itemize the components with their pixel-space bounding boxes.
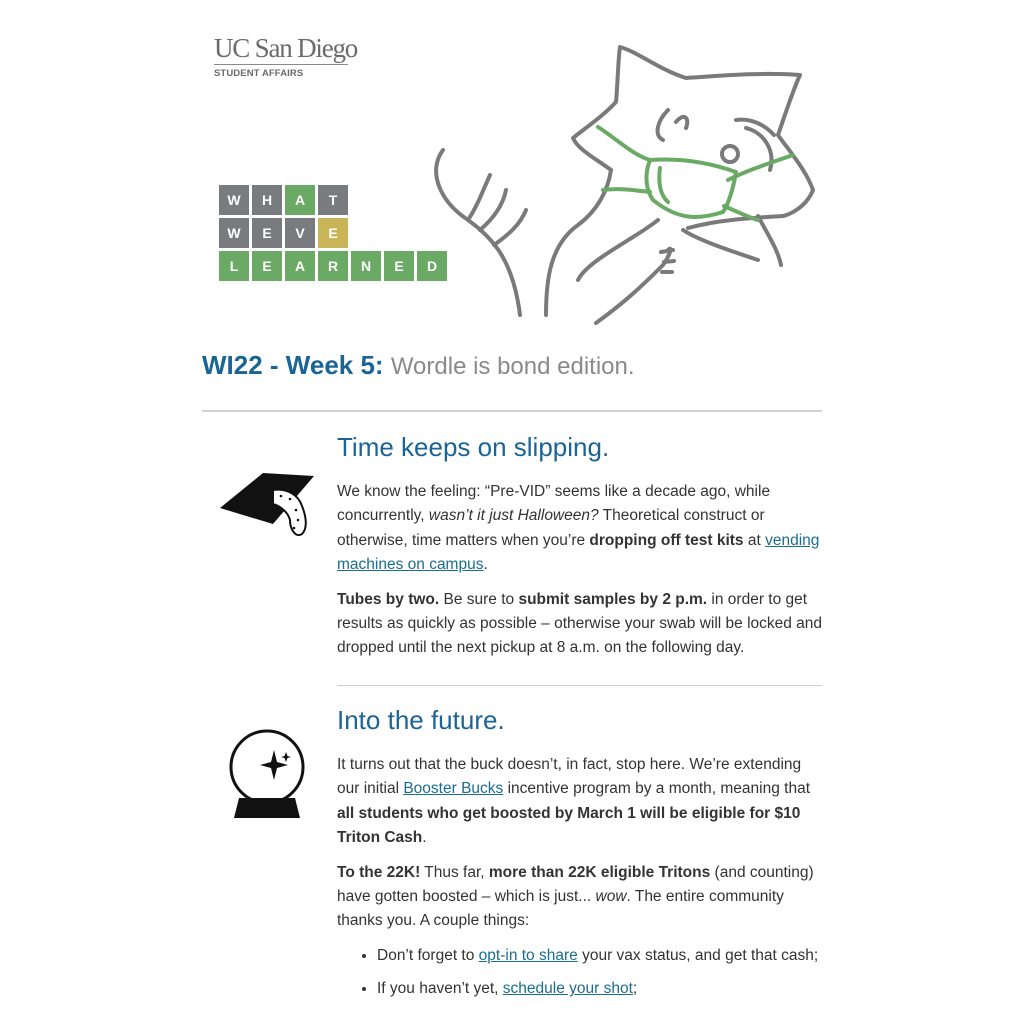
text-run: incentive program by a month, meaning that [503, 780, 811, 798]
page-title [202, 350, 635, 381]
bold-text: To the 22K! [337, 863, 421, 881]
section-paragraph [337, 480, 825, 578]
bold-text: dropping off test kits [589, 531, 744, 549]
text-run: . [422, 829, 427, 847]
wordle-tile: R [318, 251, 348, 281]
wordle-tile: D [417, 251, 447, 281]
wordle-tile: L [219, 251, 249, 281]
text-run: (and counting) have gotten boosted – which is just... [337, 863, 814, 906]
masked-raccoon-illustration [428, 40, 828, 330]
text-run: Be sure to [439, 590, 519, 608]
divider-main [202, 410, 822, 412]
bullet-list [337, 944, 825, 1002]
text-run: ; [632, 980, 638, 998]
text-run: your vax status, and get that cash; [577, 946, 819, 964]
wordle-tile: E [252, 218, 282, 248]
divider-section [337, 685, 822, 686]
emphasis-text: wasn’t it just Halloween? [428, 507, 599, 525]
text-run: in order to get results as quickly as possible – otherwise your swab will be locked and dropped until the next pickup at 8 a.m. on the following day. [337, 590, 823, 657]
emphasis-text: wow [595, 888, 627, 906]
wordle-tile: N [351, 251, 381, 281]
wordle-tile: W [219, 218, 249, 248]
uc-san-diego-logo [214, 33, 358, 79]
section-title-time: Time keeps on slipping. [337, 432, 610, 462]
text-run: Don’t forget to [377, 946, 479, 964]
text-run: Theoretical construct or otherwise, time matters when you’re [337, 507, 765, 549]
wordle-tile: A [285, 251, 315, 281]
wordle-tile: A [285, 185, 315, 215]
booster-bucks-link[interactable]: Booster Bucks [403, 780, 504, 798]
bold-text: Tubes by two. [337, 590, 440, 608]
page-title-subtitle: Wordle is bond edition. [390, 353, 635, 380]
wordle-tile: E [252, 251, 282, 281]
list-item [377, 944, 825, 968]
wordle-tile: V [285, 218, 315, 248]
section-paragraph [337, 588, 825, 661]
section-paragraph [337, 753, 825, 851]
wordle-tile: E [384, 251, 414, 281]
graduation-cap-icon [218, 468, 318, 540]
wordle-tile: W [219, 185, 249, 215]
section-title-future: Into the future. [337, 705, 505, 735]
bold-text: submit samples by 2 p.m. [518, 590, 708, 608]
section-body-time [337, 480, 825, 671]
bold-text: more than 22K eligible Tritons [488, 863, 711, 881]
opt-in-link[interactable]: opt-in to share [478, 946, 578, 964]
text-run: Thus far, [420, 863, 489, 881]
text-run: . [483, 556, 488, 574]
logo-unit: STUDENT AFFAIRS [214, 68, 304, 79]
vending-machines-link[interactable]: vending machines on campus [337, 531, 820, 574]
bold-text: all students who get boosted by March 1 will be eligible for $10 Triton Cash [337, 804, 801, 847]
list-item [377, 977, 825, 1001]
wordle-tile: T [318, 185, 348, 215]
crystal-ball-icon [226, 728, 310, 822]
text-run: It turns out that the buck doesn’t, in fact, stop here. We’re extending our initial [337, 756, 802, 798]
text-run: If you haven’t yet, [377, 980, 503, 998]
section-body-future [337, 753, 825, 1011]
schedule-shot-link[interactable]: schedule your shot [502, 980, 633, 998]
text-run: We know the feeling: “Pre-VID” seems like a decade ago, while concurrently, [337, 483, 771, 525]
section-paragraph [337, 861, 825, 934]
page-title-week: WI22 - Week 5: [202, 350, 384, 380]
text-run: at [743, 531, 766, 549]
wordle-tile: E [318, 218, 348, 248]
logo-wordmark: UC San Diego [214, 33, 358, 63]
wordle-tile: H [252, 185, 282, 215]
logo-rule [214, 64, 348, 65]
text-run: . The entire community thanks you. A couple things: [337, 888, 784, 930]
